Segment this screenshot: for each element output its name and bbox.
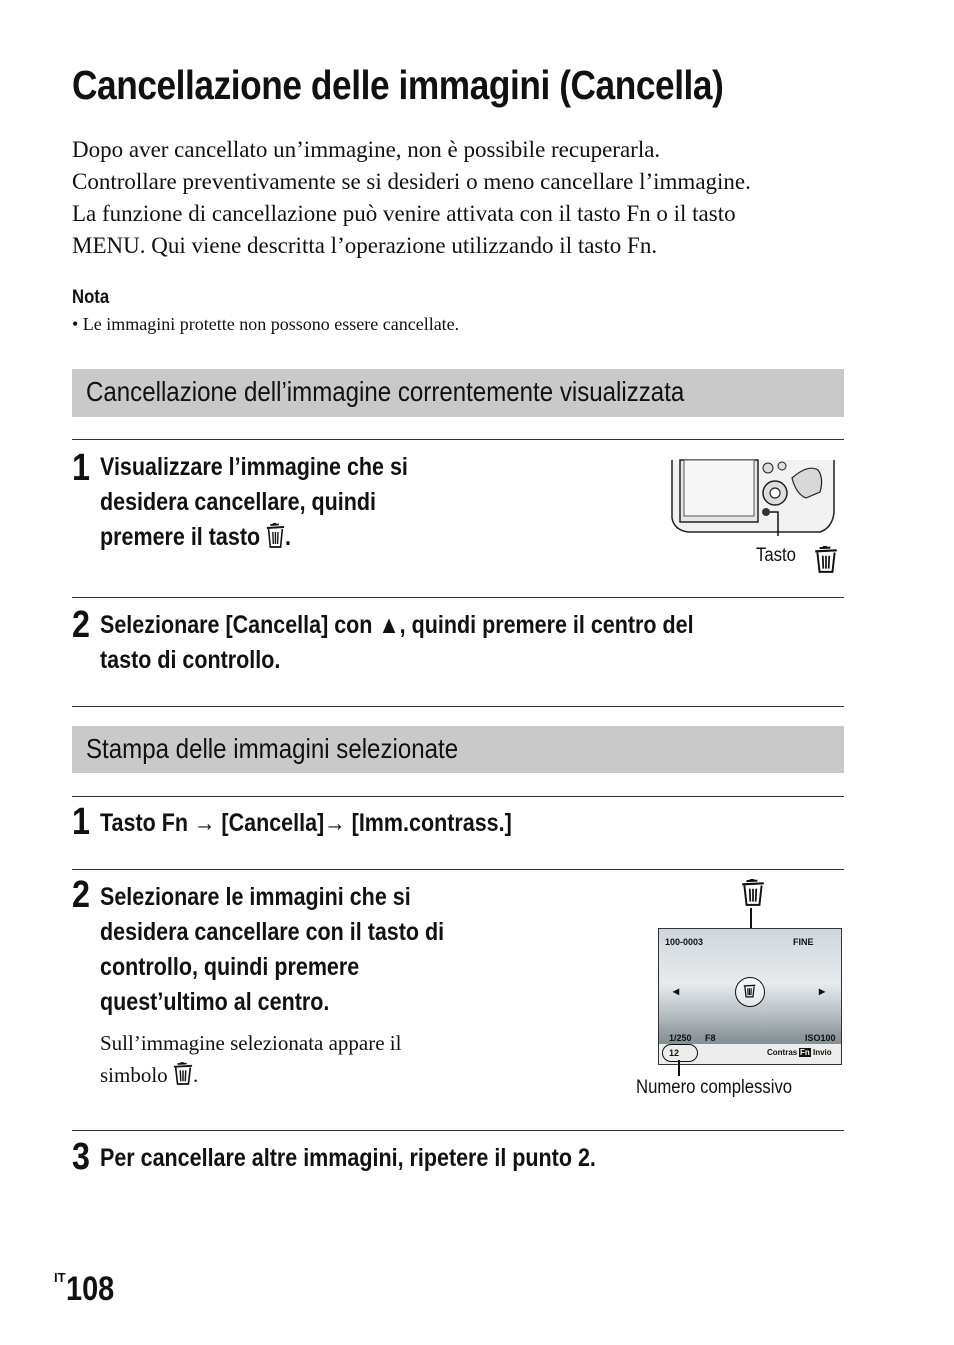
page-number xyxy=(54,1270,122,1309)
divider xyxy=(72,439,844,440)
camera-back-illustration xyxy=(670,458,836,536)
page-number-value: 108 xyxy=(65,1270,114,1308)
intro-line: La funzione di cancellazione può venire attivata con il tasto Fn o il tasto xyxy=(72,201,736,226)
camera-screen-illustration xyxy=(658,928,842,1065)
divider xyxy=(72,1130,844,1131)
note-item: • Le immagini protette non possono essere cancellate. xyxy=(72,314,460,334)
divider xyxy=(72,706,844,707)
callout-line xyxy=(678,1060,680,1076)
screen-contrast: Contras xyxy=(767,1048,798,1057)
screen-count: 12 xyxy=(669,1048,680,1058)
language-code: IT xyxy=(54,1270,66,1285)
divider xyxy=(72,869,844,870)
note-title: Nota xyxy=(72,287,110,308)
step-number: 1 xyxy=(72,447,90,489)
trash-icon xyxy=(266,523,285,559)
trash-icon xyxy=(173,1062,193,1095)
right-arrow-icon: ▸ xyxy=(819,984,826,998)
step-instruction: Tasto Fn → [Cancella]→ [Imm.contrass.] xyxy=(100,809,512,837)
count-marker xyxy=(662,1044,698,1062)
screen-aperture: F8 xyxy=(705,1033,716,1043)
step-instruction: Selezionare [Cancella] con ▲, quindi premere il centro del tasto di controllo. xyxy=(100,611,694,674)
section-heading-selected-images: Stampa delle immagini selezionate xyxy=(72,726,844,773)
trash-icon xyxy=(814,546,838,579)
section-heading-current-image: Cancellazione dell’immagine correntemente visualizzata xyxy=(72,369,844,417)
screen-file-number: 100-0003 xyxy=(665,937,704,947)
step-detail: Sull’immagine selezionata appare il simbolo . xyxy=(100,1027,401,1095)
intro-line: Controllare preventivamente se si desideri o meno cancellare l’immagine. xyxy=(72,169,751,194)
intro-paragraph xyxy=(72,134,852,262)
step-number: 2 xyxy=(72,874,90,916)
step-number: 1 xyxy=(72,801,90,843)
left-arrow-icon: ◂ xyxy=(673,984,680,998)
intro-line: Dopo aver cancellato un’immagine, non è possibile recuperarla. xyxy=(72,137,661,162)
trash-icon xyxy=(743,983,756,1003)
screen-caption: Numero complessivo xyxy=(636,1077,793,1098)
camera-caption: Tasto xyxy=(756,545,796,566)
trash-icon xyxy=(741,879,765,912)
step-number: 2 xyxy=(72,604,90,646)
step-instruction: Visualizzare l’immagine che si desidera cancellare, quindi premere il tasto . xyxy=(100,450,408,559)
intro-line: MENU. Qui viene descritta l’operazione utilizzando il tasto Fn. xyxy=(72,233,658,258)
screen-fn: Fn xyxy=(800,1048,810,1057)
step-instruction: Per cancellare altre immagini, ripetere il punto 2. xyxy=(100,1144,596,1172)
screen-iso: ISO100 xyxy=(805,1033,836,1043)
step-instruction: Selezionare le immagini che si desidera cancellare con il tasto di controllo, quindi premere quest’ultimo al centro. xyxy=(100,883,445,1016)
screen-invio: Invio xyxy=(813,1048,832,1057)
screen-shutter: 1/250 xyxy=(669,1033,692,1043)
page-title: Cancellazione delle immagini (Cancella) xyxy=(72,62,724,108)
divider xyxy=(72,597,844,598)
screen-quality: FINE xyxy=(793,937,814,947)
step-number: 3 xyxy=(72,1136,90,1178)
divider xyxy=(72,796,844,797)
